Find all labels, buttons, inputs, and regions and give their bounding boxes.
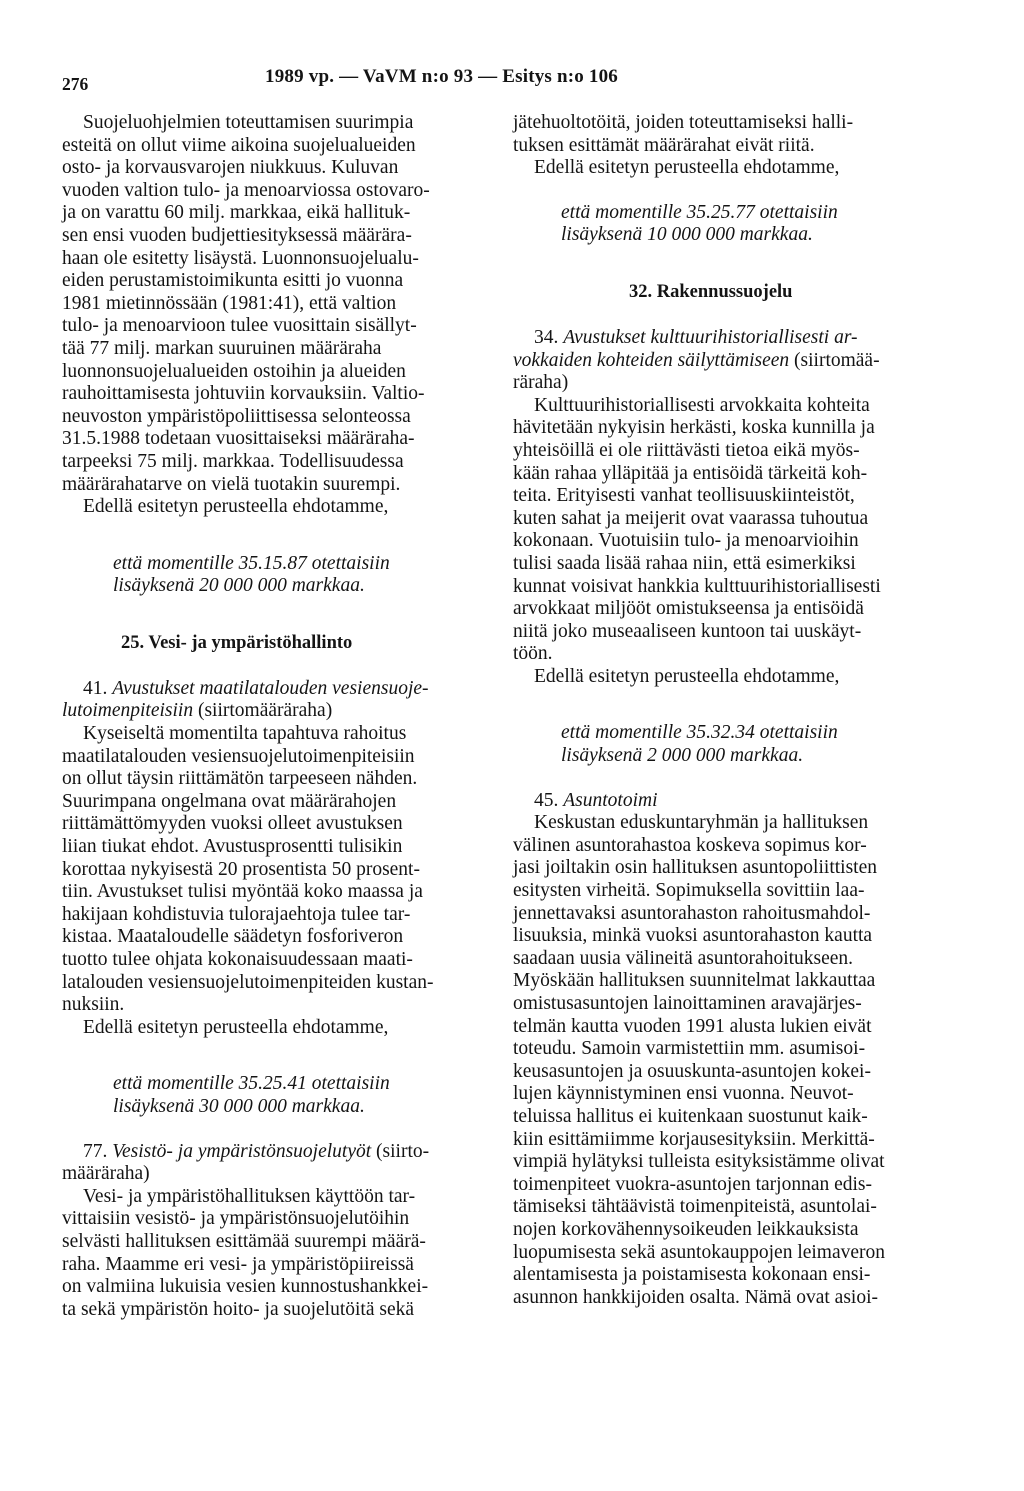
text-line: sen ensi vuoden budjettiesityksessä määrära- [62, 224, 412, 246]
item-suffix: (siirtomääräraha) [193, 700, 333, 722]
paragraph-item-77 [62, 1186, 498, 1322]
text-line: vimpiä hylätyksi tulleista esityksistämme olivat [513, 1151, 885, 1173]
text-line: esteitä on ollut viime aikoina suojelualueiden [62, 134, 416, 156]
quote-line: että momentille 35.32.34 otettaisiin [561, 722, 838, 744]
text-line: korottaa nykyisestä 20 prosentista 50 prosent- [62, 858, 420, 880]
item-34-title [513, 327, 959, 395]
text-line: saadaan uusia välineitä asuntorahoitukseen. [513, 947, 854, 969]
text-line: 1981 mietinnössään (1981:41), että valtion [62, 292, 397, 314]
item-number: 45. [534, 789, 559, 811]
item-41-title [62, 678, 498, 723]
text-line: niitä joko museaaliseen kuntoon tai uuskäyt- [513, 620, 862, 642]
item-77-title [62, 1141, 498, 1186]
paragraph-item-45 [513, 812, 959, 1309]
item-number: 34. [534, 326, 559, 348]
quote-line: lisäyksenä 20 000 000 markkaa. [113, 575, 365, 597]
text-line: lujen käynnistyminen ensi vuonna. Neuvot- [513, 1083, 854, 1105]
section-heading: 32. Rakennussuojelu [629, 281, 793, 302]
text-line: keusasuntojen ja osuuskunta-asuntojen kokei- [513, 1060, 871, 1082]
text-line: vittaisiin vesistö- ja ympäristönsuojelutöihin [62, 1208, 410, 1230]
quote-line: lisäyksenä 2 000 000 markkaa. [561, 745, 804, 767]
text-line: raha. Maamme eri vesi- ja ympäristöpiireissä [62, 1253, 414, 1275]
left-column [62, 112, 498, 1321]
quote-line: että momentille 35.25.77 otettaisiin [561, 201, 838, 223]
text-line: luonnonsuojelualueiden ostoihin ja alueiden [62, 360, 406, 382]
text-line: kään rahaa ylläpitää ja entisöidä tärkeitä koh- [513, 462, 868, 484]
text-line: omistusasuntojen lainoittaminen aravajärjes- [513, 993, 862, 1014]
text-line: kuten sahat ja meijerit ovat vaarassa tuhoutua [513, 507, 869, 529]
text-line: töön. [513, 643, 553, 665]
text-line: selvästi hallituksen esittämää suurempi määrä- [62, 1230, 426, 1252]
text-line: määrärahatarve on vielä tuotakin suurempi. [62, 473, 401, 495]
text-line: toimenpiteet vuokra-asuntojen tarjonnan edis- [513, 1173, 873, 1195]
text-line: haan ole esitetty lisäystä. Luonnonsuojelualu- [62, 247, 419, 269]
item-title-line: määräraha) [62, 1163, 150, 1185]
quote-line: lisäyksenä 10 000 000 markkaa. [561, 224, 813, 246]
text-line: hakijaan kohdistuvia tulorajaehtoja tulee tar- [62, 903, 411, 925]
paragraph-nature-conservation [62, 112, 498, 496]
item-title-line [62, 700, 498, 723]
text-line: lisuuksia, minkä vuoksi asuntorahaston kautta [513, 925, 873, 947]
text-line: osto- ja korvausvarojen niukkuus. Kuluvan [62, 157, 399, 179]
quote-line: että momentille 35.25.41 otettaisiin [113, 1073, 390, 1095]
item-number: 77. [83, 1140, 108, 1162]
text-line: tuotto tulee ohjata kokonaisuudessaan maati- [62, 949, 413, 970]
text-line: neuvoston ympäristöpoliittisessa selonteossa [62, 405, 411, 427]
quote-line: lisäyksenä 30 000 000 markkaa. [113, 1095, 365, 1117]
paragraph-continuation [513, 112, 959, 157]
text-line: tuksen esittämät määrärahat eivät riitä. [513, 134, 815, 156]
proposal-line: Edellä esitetyn perusteella ehdotamme, [83, 496, 389, 518]
paragraph-item-34 [513, 395, 959, 666]
text-line: välinen asuntorahastoa koskeva sopimus kor- [513, 834, 867, 856]
text-line: Suurimpana ongelmana ovat määrärahojen [62, 790, 397, 812]
text-line: nuksiin. [62, 994, 125, 1016]
text-line: jasi joiltakin osin hallituksen asuntopoliittisten [513, 857, 877, 879]
text-line: 31.5.1988 todetaan vuosittaiseksi määräraha- [62, 428, 415, 450]
item-title-line [513, 350, 959, 373]
item-title-line [513, 327, 959, 350]
text-line: tää 77 milj. markan suuruinen määräraha [62, 337, 382, 359]
proposal-quote [513, 722, 959, 767]
text-line: jennettavaksi asuntorahaston rahoitusmahdol- [513, 902, 871, 924]
text-line: jätehuoltotöitä, joiden toteuttamiseksi halli- [513, 112, 854, 133]
item-title-line [513, 790, 959, 813]
item-suffix: (siirtomää- [789, 349, 880, 371]
item-title-line [62, 678, 498, 701]
text-line: kunnat voisivat hankkia kulttuurihistoriallisesti [513, 575, 881, 597]
text-line: luopumisesta sekä asuntokauppojen leimaveron [513, 1241, 886, 1263]
text-line: yhteisöillä ei ole riittävästi tietoa eikä myös- [513, 439, 860, 461]
right-column [513, 112, 959, 1309]
item-title-line: räraha) [513, 372, 569, 394]
item-title: vokkaiden kohteiden säilyttämiseen [513, 349, 790, 371]
text-line: alentamisesta ja poistamisesta kokonaan ensi- [513, 1264, 871, 1286]
text-line: tarpeeksi 75 milj. markkaa. Todellisuudessa [62, 450, 404, 472]
text-line: ta sekä ympäristön hoito- ja suojelutöitä sekä [62, 1298, 414, 1320]
text-line: hävitetään nykyisin herkästi, koska kunnilla ja [513, 417, 875, 439]
text-line: vuoden valtion tulo- ja menoarviossa ostovaro- [62, 179, 430, 201]
text-line: Suojeluohjelmien toteuttamisen suurimpia [83, 112, 414, 133]
text-line: ja on varattu 60 milj. markkaa, eikä hallituk- [62, 202, 411, 224]
proposal-line: Edellä esitetyn perusteella ehdotamme, [534, 157, 840, 179]
text-line: rauhoittamisesta johtuviin korvauksiin. Valtio- [62, 383, 425, 405]
text-line: arvokkaat miljööt omistukseensa ja entisöidä [513, 598, 864, 620]
running-head: 1989 vp. — VaVM n:o 93 — Esitys n:o 106 [265, 66, 619, 87]
item-45-title [513, 790, 959, 813]
text-line: tulo- ja menoarvioon tulee vuosittain sisällyt- [62, 315, 417, 337]
text-line: tulisi saada lisää rahaa niin, että esimerkiksi [513, 552, 856, 574]
paragraph-item-41 [62, 723, 498, 1017]
text-line: Kulttuurihistoriallisesti arvokkaita kohteita [534, 394, 870, 416]
text-line: liian tiukat ehdot. Avustusprosentti tulisikin [62, 836, 403, 858]
item-number: 41. [83, 677, 108, 699]
text-line: eiden perustamistoimikunta esitti jo vuonna [62, 270, 404, 292]
item-suffix: (siirto- [371, 1140, 430, 1162]
text-line: maatilatalouden vesiensuojelutoimenpiteisiin [62, 745, 415, 767]
item-title: Vesistö- ja ympäristönsuojelutyöt [112, 1140, 372, 1162]
text-line: telmän kautta vuoden 1991 alusta lukien eivät [513, 1015, 872, 1037]
text-line: Vesi- ja ympäristöhallituksen käyttöön tar- [83, 1185, 416, 1207]
text-line: asunnon hankkijoiden osalta. Nämä ovat asioi- [513, 1286, 878, 1308]
text-line: teluissa hallitus ei kuitenkaan suostunut kaik- [513, 1105, 868, 1127]
text-line: Keskustan eduskuntaryhmän ja hallituksen [534, 812, 869, 834]
text-line: kistaa. Maataloudelle säädetyn fosforiveron [62, 926, 404, 948]
text-line: Kyseiseltä momentilta tapahtuva rahoitus [83, 723, 407, 745]
text-line: nojen korkovähennysoikeuden leikkauksista [513, 1218, 859, 1240]
quote-line: että momentille 35.15.87 otettaisiin [113, 552, 390, 574]
item-title: Asuntotoimi [563, 789, 658, 811]
text-line: teita. Erityisesti vanhat teollisuuskiinteistöt, [513, 485, 855, 507]
text-line: kiin esittämiimme korjausesityksiin. Merkittä- [513, 1128, 875, 1150]
proposal-quote [62, 1073, 498, 1118]
text-line: riittämättömyyden vuoksi olleet avustuksen [62, 813, 403, 835]
text-line: on ollut täysin riittämätön tarpeeseen nähden. [62, 768, 418, 790]
text-line: kokonaan. Vuotuisiin tulo- ja menoarvioihin [513, 530, 859, 552]
proposal-line: Edellä esitetyn perusteella ehdotamme, [534, 665, 840, 687]
text-line: latalouden vesiensuojelutoimenpiteiden kustan- [62, 971, 434, 993]
text-line: esitysten virheitä. Sopimuksella sovittiin laa- [513, 880, 865, 902]
text-line: tämiseksi tähtäävistä toimenpiteistä, asuntolai- [513, 1196, 877, 1218]
proposal-quote [513, 202, 959, 247]
item-title-line [62, 1141, 498, 1164]
text-line: on valmiina lukuisia vesien kunnostushankkei- [62, 1276, 429, 1298]
item-title: Avustukset maatilatalouden vesiensuoje- [112, 677, 429, 699]
page-number: 276 [62, 74, 89, 94]
proposal-quote [62, 553, 498, 598]
text-line: tiin. Avustukset tulisi myöntää koko maassa ja [62, 881, 423, 903]
proposal-line: Edellä esitetyn perusteella ehdotamme, [83, 1016, 389, 1038]
text-line: toteudu. Samoin varmistettiin mm. asumisoi- [513, 1038, 866, 1060]
text-line: Myöskään hallituksen suunnitelmat lakkauttaa [513, 970, 876, 992]
item-title: lutoimenpiteisiin [62, 700, 194, 722]
section-heading: 25. Vesi- ja ympäristöhallinto [121, 632, 353, 653]
item-title: Avustukset kulttuurihistoriallisesti ar- [563, 326, 858, 348]
